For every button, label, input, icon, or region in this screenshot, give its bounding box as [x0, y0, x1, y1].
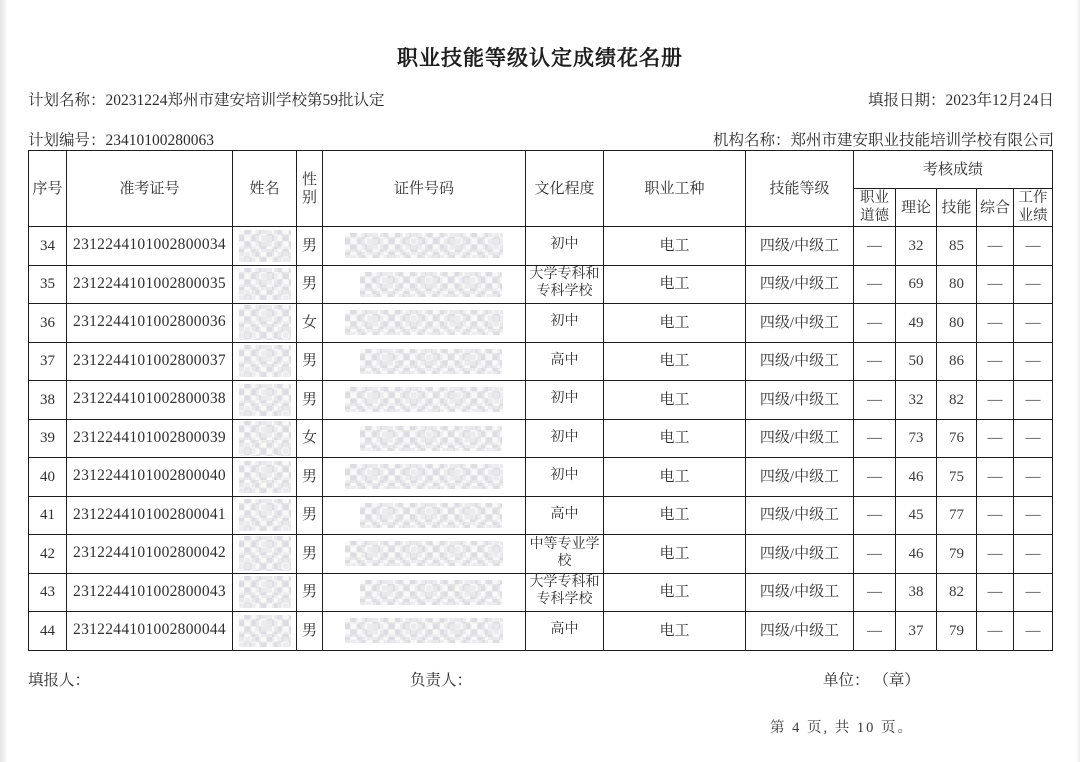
cell-occupation: 电工: [604, 612, 746, 651]
cell-score-ethics: —: [854, 612, 896, 651]
cell-score-ethics: —: [854, 419, 896, 458]
cell-score-skill: 76: [937, 419, 977, 458]
col-header-ethics: 职业道德: [854, 189, 896, 227]
cell-exam-id: 2312244101002800044: [67, 612, 233, 651]
cell-gender: 男: [297, 227, 323, 266]
table-row: [29, 458, 1053, 497]
cell-id-number: [323, 419, 526, 458]
cell-gender: 男: [297, 573, 323, 612]
cell-skill-level: 四级/中级工: [746, 304, 854, 343]
org-name: [713, 128, 1054, 150]
col-header-education: 文化程度: [526, 151, 604, 227]
cell-no: 35: [29, 265, 67, 304]
cell-occupation: 电工: [604, 458, 746, 497]
cell-gender: 男: [297, 612, 323, 651]
redacted-id-number: [345, 233, 503, 258]
cell-score-comprehensive: —: [977, 573, 1014, 612]
cell-id-number: [323, 535, 526, 574]
cell-score-theory: 50: [896, 342, 937, 381]
redacted-name: [239, 384, 291, 416]
cell-exam-id: 2312244101002800042: [67, 535, 233, 574]
cell-education: 中等专业学校: [526, 535, 604, 574]
plan-name: [28, 88, 385, 110]
cell-exam-id: 2312244101002800043: [67, 573, 233, 612]
cell-gender: 女: [297, 419, 323, 458]
cell-id-number: [323, 458, 526, 497]
col-header-skill-level: 技能等级: [746, 151, 854, 227]
cell-score-theory: 49: [896, 304, 937, 343]
cell-exam-id: 2312244101002800038: [67, 381, 233, 420]
cell-score-work: —: [1014, 419, 1053, 458]
redacted-name: [239, 499, 291, 531]
table-row: [29, 535, 1053, 574]
col-header-scores-group: 考核成绩: [854, 151, 1053, 189]
cell-no: 39: [29, 419, 67, 458]
cell-score-skill: 77: [937, 496, 977, 535]
cell-no: 44: [29, 612, 67, 651]
col-header-theory: 理论: [896, 189, 937, 227]
cell-occupation: 电工: [604, 535, 746, 574]
cell-education: 初中: [526, 304, 604, 343]
cell-name: [233, 458, 297, 497]
cell-score-work: —: [1014, 573, 1053, 612]
cell-gender: 男: [297, 458, 323, 497]
col-header-work: 工作业绩: [1014, 189, 1053, 227]
cell-gender: 男: [297, 381, 323, 420]
redacted-name: [239, 268, 291, 300]
cell-no: 38: [29, 381, 67, 420]
cell-exam-id: 2312244101002800036: [67, 304, 233, 343]
cell-score-comprehensive: —: [977, 612, 1014, 651]
cell-name: [233, 227, 297, 266]
report-date-label: 填报日期：: [867, 92, 946, 109]
org-name-value: 郑州市建安职业技能培训学校有限公司: [790, 132, 1054, 149]
cell-no: 43: [29, 573, 67, 612]
cell-score-ethics: —: [854, 304, 896, 343]
cell-id-number: [323, 265, 526, 304]
cell-education: 初中: [526, 458, 604, 497]
cell-score-comprehensive: —: [977, 419, 1014, 458]
cell-skill-level: 四级/中级工: [746, 612, 854, 651]
cell-no: 37: [29, 342, 67, 381]
meta-row-bottom: [28, 128, 1054, 150]
signature-row: [28, 668, 1054, 692]
cell-name: [233, 573, 297, 612]
table-row: [29, 419, 1053, 458]
cell-score-work: —: [1014, 304, 1053, 343]
cell-id-number: [323, 342, 526, 381]
cell-education: 初中: [526, 381, 604, 420]
cell-occupation: 电工: [604, 381, 746, 420]
table-row: [29, 265, 1053, 304]
cell-name: [233, 535, 297, 574]
table-row: [29, 612, 1053, 651]
filler-label: 填报人：: [28, 672, 91, 689]
score-roster-table: [28, 150, 1053, 651]
cell-exam-id: 2312244101002800039: [67, 419, 233, 458]
cell-score-theory: 45: [896, 496, 937, 535]
cell-skill-level: 四级/中级工: [746, 535, 854, 574]
cell-score-ethics: —: [854, 342, 896, 381]
redacted-name: [239, 536, 291, 571]
table-row: [29, 573, 1053, 612]
cell-education: 大学专科和专科学校: [526, 265, 604, 304]
cell-name: [233, 612, 297, 651]
table-row: [29, 227, 1053, 266]
cell-occupation: 电工: [604, 496, 746, 535]
cell-score-theory: 38: [896, 573, 937, 612]
cell-id-number: [323, 612, 526, 651]
cell-score-theory: 32: [896, 227, 937, 266]
cell-score-comprehensive: —: [977, 342, 1014, 381]
table-row: [29, 342, 1053, 381]
cell-name: [233, 496, 297, 535]
col-header-no: 序号: [29, 151, 67, 227]
cell-exam-id: 2312244101002800041: [67, 496, 233, 535]
redacted-id-number: [360, 349, 502, 374]
cell-score-ethics: —: [854, 381, 896, 420]
report-date-value: 2023年12月24日: [945, 92, 1054, 109]
redacted-id-number: [345, 464, 503, 489]
cell-score-ethics: —: [854, 227, 896, 266]
redacted-name: [239, 576, 291, 608]
cell-score-work: —: [1014, 458, 1053, 497]
cell-score-skill: 86: [937, 342, 977, 381]
redacted-name: [239, 461, 291, 493]
cell-name: [233, 304, 297, 343]
table-row: [29, 304, 1053, 343]
page-title: 职业技能等级认定成绩花名册: [397, 47, 683, 70]
col-header-exam-id: 准考证号: [67, 151, 233, 227]
cell-score-skill: 79: [937, 612, 977, 651]
col-header-id-number: 证件号码: [323, 151, 526, 227]
redacted-id-number: [345, 310, 503, 335]
cell-score-skill: 75: [937, 458, 977, 497]
cell-score-ethics: —: [854, 573, 896, 612]
cell-skill-level: 四级/中级工: [746, 419, 854, 458]
table-body: [29, 227, 1053, 651]
cell-score-skill: 79: [937, 535, 977, 574]
redacted-name: [239, 615, 291, 647]
cell-education: 大学专科和专科学校: [526, 573, 604, 612]
cell-score-comprehensive: —: [977, 535, 1014, 574]
cell-gender: 男: [297, 265, 323, 304]
cell-id-number: [323, 227, 526, 266]
cell-score-comprehensive: —: [977, 304, 1014, 343]
cell-score-comprehensive: —: [977, 227, 1014, 266]
col-header-skill: 技能: [937, 189, 977, 227]
cell-score-ethics: —: [854, 535, 896, 574]
cell-score-skill: 82: [937, 381, 977, 420]
cell-no: 40: [29, 458, 67, 497]
cell-skill-level: 四级/中级工: [746, 227, 854, 266]
cell-skill-level: 四级/中级工: [746, 265, 854, 304]
redacted-name: [239, 421, 291, 456]
redacted-name: [239, 305, 291, 340]
cell-no: 34: [29, 227, 67, 266]
redacted-id-number: [360, 580, 502, 605]
cell-skill-level: 四级/中级工: [746, 458, 854, 497]
org-name-label: 机构名称：: [712, 132, 791, 149]
cell-score-theory: 32: [896, 381, 937, 420]
cell-exam-id: 2312244101002800035: [67, 265, 233, 304]
cell-gender: 男: [297, 496, 323, 535]
cell-education: 高中: [526, 342, 604, 381]
cell-score-work: —: [1014, 496, 1053, 535]
cell-score-work: —: [1014, 535, 1053, 574]
cell-score-ethics: —: [854, 496, 896, 535]
cell-exam-id: 2312244101002800040: [67, 458, 233, 497]
cell-no: 42: [29, 535, 67, 574]
cell-id-number: [323, 496, 526, 535]
cell-education: 高中: [526, 496, 604, 535]
redacted-name: [239, 230, 291, 262]
cell-score-ethics: —: [854, 458, 896, 497]
redacted-id-number: [345, 618, 503, 643]
redacted-id-number: [360, 503, 502, 528]
cell-occupation: 电工: [604, 265, 746, 304]
plan-name-label: 计划名称：: [28, 92, 106, 109]
cell-score-work: —: [1014, 265, 1053, 304]
meta-row-top: [28, 88, 1054, 110]
cell-score-comprehensive: —: [977, 496, 1014, 535]
col-header-occupation: 职业工种: [604, 151, 746, 227]
col-header-comprehensive: 综合: [977, 189, 1014, 227]
unit-seal-label: 单位： （章）: [823, 672, 920, 689]
cell-name: [233, 419, 297, 458]
plan-no-value: 23410100280063: [105, 132, 215, 149]
cell-occupation: 电工: [604, 342, 746, 381]
cell-score-work: —: [1014, 227, 1053, 266]
redacted-id-number: [345, 541, 503, 566]
cell-id-number: [323, 304, 526, 343]
cell-score-work: —: [1014, 342, 1053, 381]
cell-score-theory: 37: [896, 612, 937, 651]
cell-score-ethics: —: [854, 265, 896, 304]
cell-score-skill: 80: [937, 265, 977, 304]
cell-education: 初中: [526, 419, 604, 458]
cell-exam-id: 2312244101002800037: [67, 342, 233, 381]
col-header-gender: 性别: [297, 151, 323, 227]
cell-name: [233, 381, 297, 420]
cell-no: 36: [29, 304, 67, 343]
cell-score-work: —: [1014, 612, 1053, 651]
col-header-name: 姓名: [233, 151, 297, 227]
cell-occupation: 电工: [604, 573, 746, 612]
table-header: [29, 151, 1053, 227]
report-date: [868, 88, 1054, 110]
redacted-id-number: [345, 387, 503, 412]
cell-exam-id: 2312244101002800034: [67, 227, 233, 266]
plan-no: [28, 128, 214, 150]
page-number: 第 4 页, 共 10 页。: [770, 720, 914, 736]
cell-gender: 女: [297, 304, 323, 343]
cell-skill-level: 四级/中级工: [746, 573, 854, 612]
redacted-id-number: [360, 272, 502, 297]
cell-score-skill: 80: [937, 304, 977, 343]
cell-score-comprehensive: —: [977, 381, 1014, 420]
cell-occupation: 电工: [604, 227, 746, 266]
cell-score-theory: 69: [896, 265, 937, 304]
cell-score-theory: 46: [896, 535, 937, 574]
cell-id-number: [323, 381, 526, 420]
table-row: [29, 381, 1053, 420]
cell-score-comprehensive: —: [977, 458, 1014, 497]
cell-gender: 男: [297, 535, 323, 574]
cell-gender: 男: [297, 342, 323, 381]
cell-score-skill: 85: [937, 227, 977, 266]
cell-name: [233, 265, 297, 304]
redacted-name: [239, 345, 291, 377]
cell-id-number: [323, 573, 526, 612]
cell-score-theory: 73: [896, 419, 937, 458]
cell-score-theory: 46: [896, 458, 937, 497]
cell-occupation: 电工: [604, 419, 746, 458]
cell-occupation: 电工: [604, 304, 746, 343]
redacted-id-number: [360, 426, 502, 451]
cell-score-work: —: [1014, 381, 1053, 420]
cell-score-skill: 82: [937, 573, 977, 612]
cell-skill-level: 四级/中级工: [746, 496, 854, 535]
cell-name: [233, 342, 297, 381]
plan-name-value: 20231224郑州市建安培训学校第59批认定: [105, 92, 385, 109]
cell-score-comprehensive: —: [977, 265, 1014, 304]
cell-education: 初中: [526, 227, 604, 266]
plan-no-label: 计划编号：: [28, 132, 106, 149]
manager-label: 负责人：: [410, 672, 473, 689]
cell-education: 高中: [526, 612, 604, 651]
cell-no: 41: [29, 496, 67, 535]
table-row: [29, 496, 1053, 535]
cell-skill-level: 四级/中级工: [746, 381, 854, 420]
cell-skill-level: 四级/中级工: [746, 342, 854, 381]
